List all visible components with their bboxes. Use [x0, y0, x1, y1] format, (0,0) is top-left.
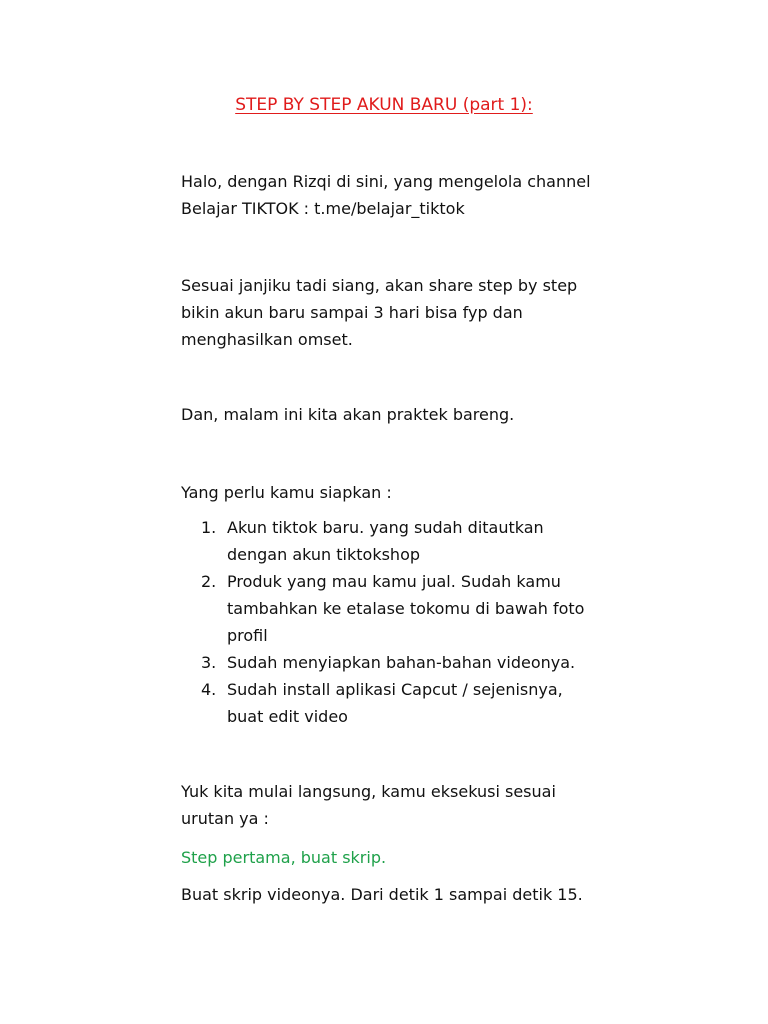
list-item: [181, 514, 601, 568]
list-item-number: 3.: [201, 653, 217, 672]
list-item-line: Akun tiktok baru. yang sudah ditautkan: [227, 518, 544, 537]
start-paragraph: [181, 778, 601, 832]
list-item-line: tambahkan ke etalase tokomu di bawah foto: [227, 599, 585, 618]
document-title: STEP BY STEP AKUN BARU (part 1):: [235, 95, 533, 115]
list-item-line: Produk yang mau kamu jual. Sudah kamu: [227, 572, 561, 591]
promise-paragraph: [181, 272, 601, 353]
prep-list: [181, 514, 601, 730]
list-item-line: profil: [227, 626, 268, 645]
step1-text-line: Buat skrip videonya. Dari detik 1 sampai detik 15.: [181, 885, 583, 904]
list-item-number: 4.: [201, 680, 217, 699]
step1-text: [181, 881, 601, 908]
prep-heading-line: Yang perlu kamu siapkan :: [181, 483, 392, 502]
list-item-line: Sudah install aplikasi Capcut / sejenisnya,: [227, 680, 563, 699]
step1-heading-line: Step pertama, buat skrip.: [181, 848, 387, 867]
intro-paragraph: [181, 168, 601, 222]
start-line: urutan ya :: [181, 809, 269, 828]
list-item: [181, 649, 601, 676]
tonight-paragraph: [181, 401, 601, 428]
intro-line: Belajar TIKTOK : t.me/belajar_tiktok: [181, 199, 465, 218]
prep-heading: [181, 479, 601, 506]
start-line: Yuk kita mulai langsung, kamu eksekusi sesuai: [181, 782, 556, 801]
promise-line: Sesuai janjiku tadi siang, akan share step by step: [181, 276, 578, 295]
list-item-number: 1.: [201, 518, 217, 537]
intro-line: Halo, dengan Rizqi di sini, yang mengelola channel: [181, 172, 591, 191]
list-item-line: Sudah menyiapkan bahan-bahan videonya.: [227, 653, 576, 672]
tonight-line: Dan, malam ini kita akan praktek bareng.: [181, 405, 515, 424]
list-item: [181, 568, 601, 649]
promise-line: bikin akun baru sampai 3 hari bisa fyp dan: [181, 303, 523, 322]
list-item-line: dengan akun tiktokshop: [227, 545, 421, 564]
list-item-number: 2.: [201, 572, 217, 591]
step1-heading: [181, 844, 601, 871]
promise-line: menghasilkan omset.: [181, 330, 353, 349]
list-item: [181, 676, 601, 730]
list-item-line: buat edit video: [227, 707, 348, 726]
